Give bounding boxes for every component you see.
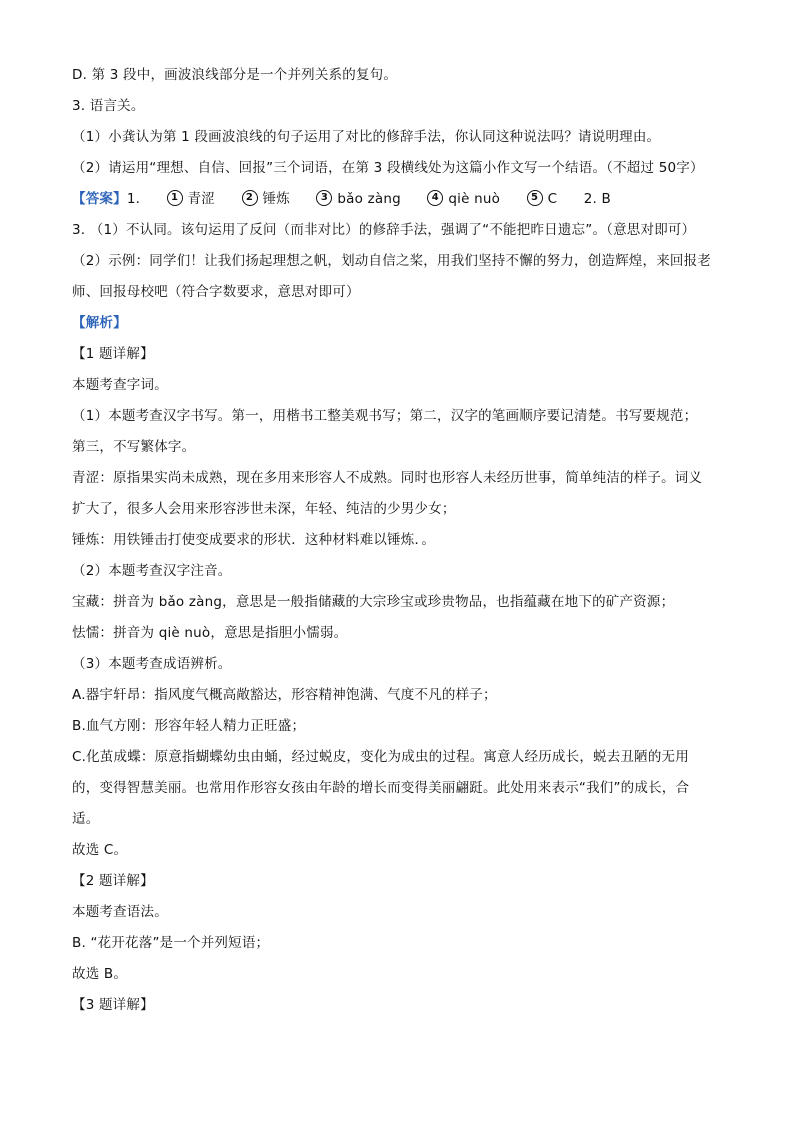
answer-text-5: C xyxy=(547,191,558,207)
explanation-line: B.血气方刚：形容年轻人精力正旺盛； xyxy=(72,718,306,734)
circled-number-2: 2 xyxy=(242,190,258,206)
answer-text-2: 锤炼 xyxy=(262,191,290,207)
explanation-line: 适。 xyxy=(72,811,100,827)
explanation-line: 宝藏：拼音为 bǎo zàng，意思是一般指储藏的大宗珍宝或珍贵物品，也指蕴藏在地下的矿产资源； xyxy=(72,594,675,610)
answer-num: 1. xyxy=(126,191,141,207)
answer-text-3: bǎo zàng xyxy=(337,191,401,207)
section-1-topic: 本题考查字词。 xyxy=(72,377,168,393)
circled-number-3: 3 xyxy=(316,190,332,206)
explanation-line: 的，变得智慧美丽。也常用作形容女孩由年龄的增长而变得美丽翩跹。此处用来表示“我们”的成长，合 xyxy=(72,780,690,796)
answer-3-part-2-cont: 师、回报母校吧（符合字数要求，意思对即可） xyxy=(72,284,360,300)
answer-text-1: 青涩 xyxy=(187,191,215,207)
question-3-heading: 3. 语言关。 xyxy=(72,98,145,114)
circled-number-4: 4 xyxy=(427,190,443,206)
option-d: D. 第 3 段中，画波浪线部分是一个并列关系的复句。 xyxy=(72,67,398,83)
answer-row xyxy=(72,184,732,215)
choice-line: 故选 B。 xyxy=(72,966,128,982)
explanation-line: A.器宇轩昂：指风度气概高敞豁达，形容精神饱满、气度不凡的样子； xyxy=(72,687,497,703)
circled-number-5: 5 xyxy=(527,190,543,206)
answer-extra: 2. B xyxy=(583,191,611,207)
question-3-part-2: （2）请运用“理想、自信、回报”三个词语，在第 3 段横线处为这篇小作文写一个结语。（不超过 50字） xyxy=(72,160,704,176)
section-1-heading: 【1 题详解】 xyxy=(72,346,154,362)
explanation-line: 怯懦：拼音为 qiè nuò，意思是指胆小懦弱。 xyxy=(72,625,348,641)
answer-item-3 xyxy=(316,184,400,215)
section-2-heading: 【2 题详解】 xyxy=(72,873,154,889)
explanation-line: B. “花开花落”是一个并列短语； xyxy=(72,935,270,951)
question-3-part-1: （1）小龚认为第 1 段画波浪线的句子运用了对比的修辞手法，你认同这种说法吗？请说明理由。 xyxy=(72,129,661,145)
answer-3-part-1: 3. （1）不认同。该句运用了反问（而非对比）的修辞手法，强调了“不能把昨日遗忘”。（意思对即可） xyxy=(72,222,696,238)
explanation-line: 第三，不写繁体字。 xyxy=(72,439,196,455)
answer-item-1 xyxy=(167,184,215,215)
answer-item-4 xyxy=(427,184,500,215)
answer-item-2 xyxy=(242,184,290,215)
section-2-topic: 本题考查语法。 xyxy=(72,904,168,920)
explanation-line: 扩大了，很多人会用来形容涉世未深，年轻、纯洁的少男少女； xyxy=(72,501,456,517)
explanation-line: 锤炼：用铁锤击打使变成要求的形状．这种材料难以锤炼．。 xyxy=(72,532,436,548)
answer-3-part-2: （2）示例：同学们！让我们扬起理想之帆，划动自信之桨，用我们坚持不懈的努力，创造辉煌，来回报老 xyxy=(72,253,711,269)
explanation-line: （3）本题考查成语辨析。 xyxy=(72,656,232,672)
explanation-line: 青涩：原指果实尚未成熟，现在多用来形容人不成熟。同时也形容人未经历世事，简单纯洁的样子。词义 xyxy=(72,470,703,486)
answer-tag: 【答案】 xyxy=(72,191,127,207)
circled-number-1: 1 xyxy=(167,190,183,206)
answer-item-5 xyxy=(527,184,558,215)
answer-text-4: qiè nuò xyxy=(448,191,501,207)
section-3-heading: 【3 题详解】 xyxy=(72,997,154,1013)
document-page xyxy=(72,60,732,1021)
explanation-line: （1）本题考查汉字书写。第一，用楷书工整美观书写；第二，汉字的笔画顺序要记清楚。书写要规范； xyxy=(72,408,698,424)
explanation-line: C.化茧成蝶：原意指蝴蝶幼虫由蛹，经过蜕皮，变化为成虫的过程。寓意人经历成长，蜕去丑陋的无用 xyxy=(72,749,689,765)
explanation-line: （2）本题考查汉字注音。 xyxy=(72,563,232,579)
choice-line: 故选 C。 xyxy=(72,842,128,858)
analysis-tag: 【解析】 xyxy=(72,315,127,331)
